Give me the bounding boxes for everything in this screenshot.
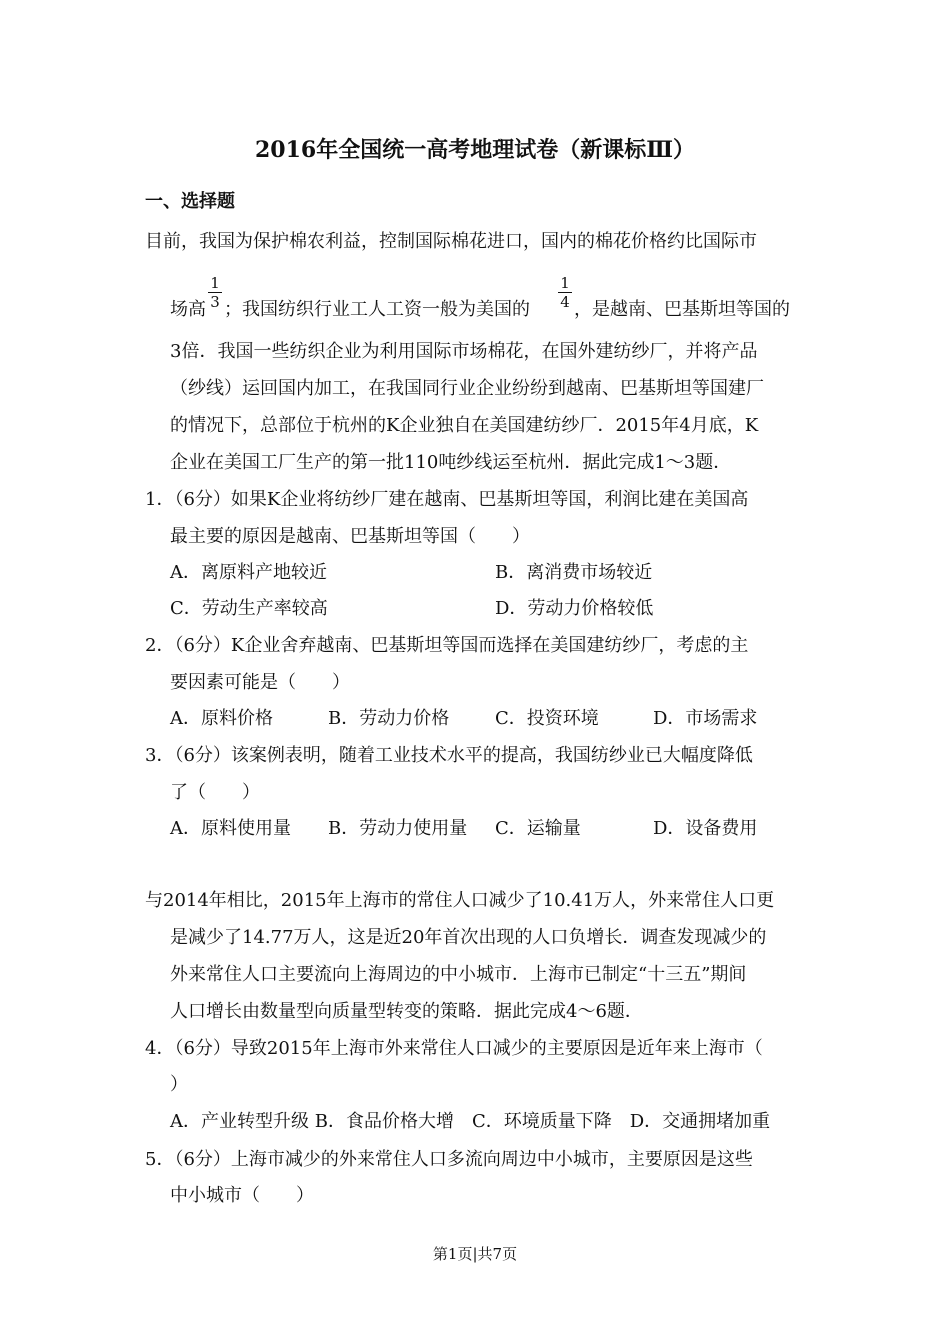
question3-option-c: C．运输量 [495, 818, 581, 839]
question2-line1: 2．（6分）K企业舍弃越南、巴基斯坦等国而选择在美国建纺纱厂，考虑的主 [145, 635, 749, 656]
question2-line2: 要因素可能是（ ） [170, 672, 350, 693]
passage2-line2: 是减少了14.77万人，这是近20年首次出现的人口负增长．调查发现减少的 [170, 927, 767, 948]
page-footer: 第1页|共7页 [432, 1245, 518, 1263]
passage1-line4: （纱线）运回国内加工，在我国同行业企业纷纷到越南、巴基斯坦等国建厂 [170, 378, 764, 399]
passage2-line4: 人口增长由数量型向质量型转变的策略．据此完成4～6题． [170, 1001, 643, 1022]
page-title: 2016年全国统一高考地理试卷（新课标Ⅲ） [254, 137, 696, 163]
question1-line2: 最主要的原因是越南、巴基斯坦等国（ ） [170, 526, 530, 547]
question3-option-b: B．劳动力使用量 [328, 818, 468, 839]
passage1-line2-a: 场高 [170, 299, 206, 320]
fraction-denominator: 4 [560, 293, 570, 311]
question4-line2: ） [170, 1074, 188, 1095]
question4-options: A．产业转型升级 B．食品价格大增 C．环境质量下降 D．交通拥堵加重 [170, 1111, 771, 1132]
fraction-numerator: 1 [558, 275, 572, 293]
passage2-line1: 与2014年相比，2015年上海市的常住人口减少了10.41万人，外来常住人口更 [145, 890, 775, 911]
question2-option-d: D．市场需求 [653, 708, 758, 729]
question2-option-a: A．原料价格 [170, 708, 273, 729]
passage1-line5: 的情况下，总部位于杭州的K企业独自在美国建纺纱厂．2015年4月底，K [170, 415, 759, 436]
question1-option-a: A．离原料产地较近 [170, 562, 327, 583]
fraction-denominator: 3 [210, 293, 220, 311]
question1-line1: 1．（6分）如果K企业将纺纱厂建在越南、巴基斯坦等国，利润比建在美国高 [145, 489, 749, 510]
question3-line2: 了（ ） [170, 782, 260, 803]
fraction-numerator: 1 [208, 275, 222, 293]
section-heading: 一、选择题 [145, 191, 235, 212]
passage1-line6: 企业在美国工厂生产的第一批110吨纱线运至杭州．据此完成1～3题． [170, 452, 732, 473]
question1-option-d: D．劳动力价格较低 [495, 598, 654, 619]
passage1-line1: 目前，我国为保护棉农利益，控制国际棉花进口，国内的棉花价格约比国际市 [145, 231, 757, 252]
question2-option-b: B．劳动力价格 [328, 708, 450, 729]
question3-option-a: A．原料使用量 [170, 818, 291, 839]
question5-line2: 中小城市（ ） [170, 1185, 314, 1206]
question5-line1: 5．（6分）上海市减少的外来常住人口多流向周边中小城市，主要原因是这些 [145, 1149, 753, 1170]
question3-line1: 3．（6分）该案例表明，随着工业技术水平的提高，我国纺纱业已大幅度降低 [145, 745, 753, 766]
question1-option-b: B．离消费市场较近 [495, 562, 653, 583]
passage2-line3: 外来常住人口主要流向上海周边的中小城市．上海市已制定“十三五”期间 [170, 964, 747, 985]
passage1-line3: 3倍．我国一些纺织企业为利用国际市场棉花，在国外建纺纱厂，并将产品 [170, 341, 758, 362]
passage1-line2-b: ；我国纺织行业工人工资一般为美国的 [224, 299, 530, 320]
question1-option-c: C．劳动生产率较高 [170, 598, 328, 619]
passage1-line2-c: ，是越南、巴基斯坦等国的 [574, 299, 790, 320]
question4-line1: 4．（6分）导致2015年上海市外来常住人口减少的主要原因是近年来上海市（ [145, 1038, 763, 1059]
question3-option-d: D．设备费用 [653, 818, 758, 839]
fraction-one-fourth [558, 275, 572, 310]
question2-option-c: C．投资环境 [495, 708, 599, 729]
fraction-one-third [208, 275, 222, 310]
